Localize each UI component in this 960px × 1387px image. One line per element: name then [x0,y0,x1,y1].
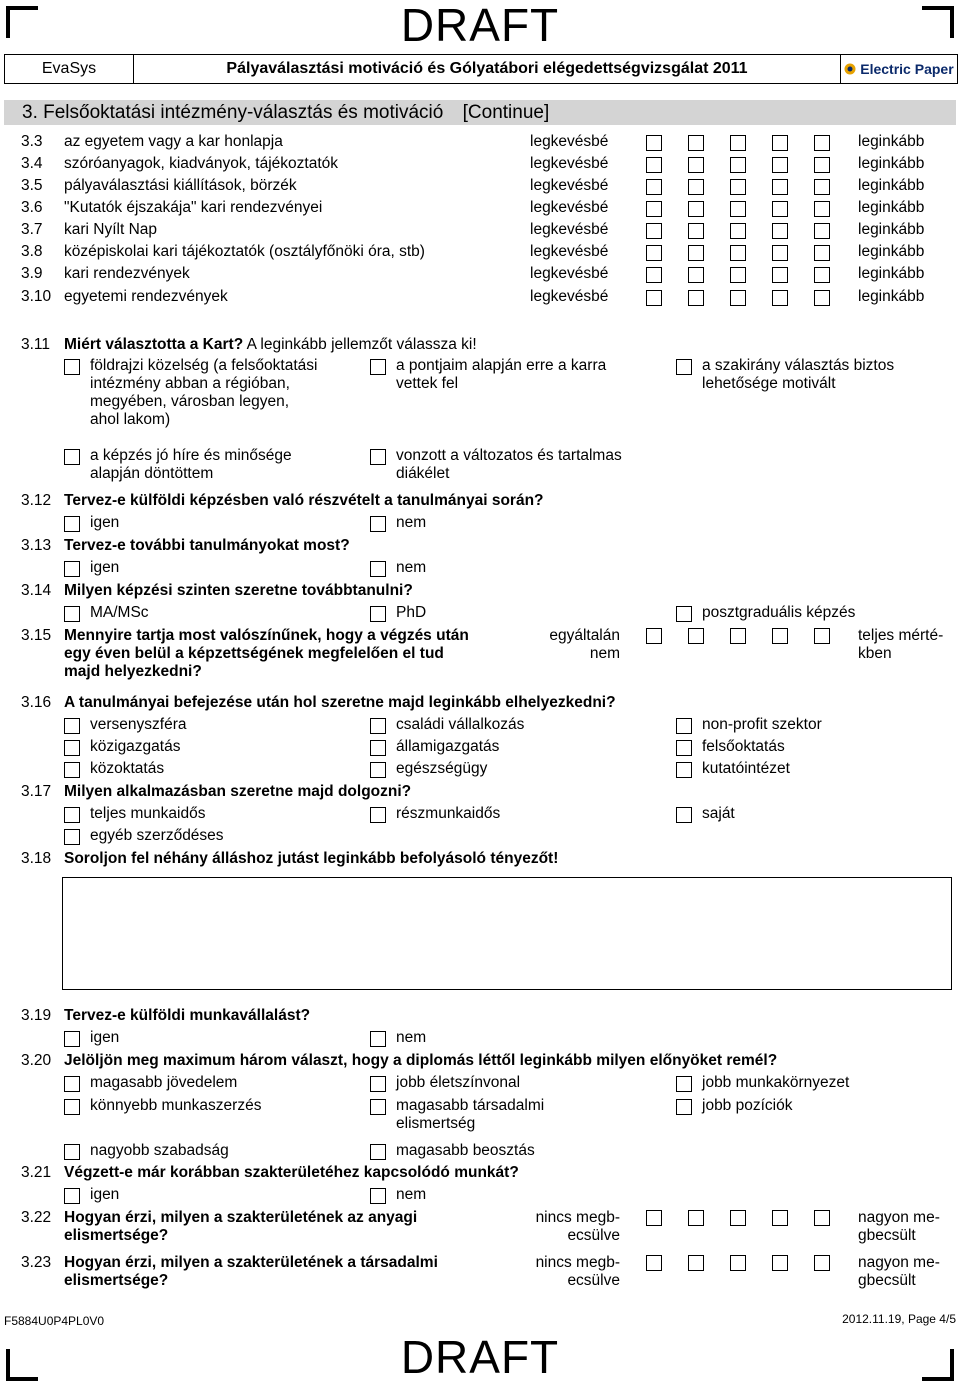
q-number: 3.22 [21,1209,52,1226]
question-hint: A leginkább jellemzőt válassza ki! [243,336,477,353]
option-label: alapján döntöttem [90,465,214,482]
option-label: nem [396,1186,427,1203]
option-checkbox[interactable] [370,762,386,778]
question-text: Végzett-e már korábban szakterületéhez kapcsolódó munkát? [64,1164,519,1181]
scale-checkbox-3[interactable] [730,179,746,195]
option-label: megyében, városban legyen, [90,393,290,410]
question-text: elismertsége? [64,1272,169,1289]
scale-checkbox-3[interactable] [730,157,746,173]
option-checkbox[interactable] [370,516,386,532]
q-number: 3.3 [21,133,43,150]
option-label: PhD [396,604,427,621]
scale-low-label: legkevésbé [530,288,609,305]
q-number: 3.10 [21,288,52,305]
q-number: 3.15 [21,627,52,644]
scale-high-label: leginkább [858,133,925,150]
option-label: nagyobb szabadság [90,1142,229,1159]
question-text: Tervez-e további tanulmányokat most? [64,537,350,554]
scale-high-label: leginkább [858,243,925,260]
option-checkbox[interactable] [370,1031,386,1047]
scale-checkbox-4[interactable] [772,1210,788,1226]
q-number: 3.16 [21,694,52,711]
scale-checkbox-1[interactable] [646,201,662,217]
option-label: magasabb beosztás [396,1142,535,1159]
scale-high-label: leginkább [858,155,925,172]
option-checkbox[interactable] [676,807,692,823]
option-label: közoktatás [90,760,165,777]
scale-checkbox-3[interactable] [730,201,746,217]
scale-checkbox-3[interactable] [730,223,746,239]
benefit-checkbox[interactable] [676,1076,692,1092]
option-checkbox[interactable] [64,762,80,778]
scale-checkbox-1[interactable] [646,290,662,306]
q-number: 3.7 [21,221,43,238]
question-text: A tanulmányai befejezése után hol szeretne majd leginkább elhelyezkedni? [64,694,616,711]
question-text: Milyen alkalmazásban szeretne majd dolgozni? [64,783,412,800]
scale-high-label: leginkább [858,265,925,282]
scale-checkbox-1[interactable] [646,1255,662,1271]
option-label: jobb munkakörnyezet [702,1074,850,1091]
scale-checkbox-2[interactable] [688,179,704,195]
option-label: vonzott a változatos és tartalmas [396,447,622,464]
scale-high-label: gbecsült [858,1227,916,1244]
scale-high-label: leginkább [858,288,925,305]
benefit-checkbox[interactable] [64,1076,80,1092]
form-code: F5884U0P4PL0V0 [4,1314,105,1328]
scale-checkbox-2[interactable] [688,223,704,239]
rating-item-label: kari Nyílt Nap [64,221,158,238]
scale-checkbox-4[interactable] [772,290,788,306]
option-label: nem [396,1029,427,1046]
option-checkbox[interactable] [64,829,80,845]
scale-checkbox-4[interactable] [772,628,788,644]
q-number: 3.23 [21,1254,52,1271]
option-label: könnyebb munkaszerzés [90,1097,262,1114]
scale-checkbox-2[interactable] [688,201,704,217]
rating-item-label: kari rendezvények [64,265,190,282]
scale-checkbox-1[interactable] [646,223,662,239]
question-text: Tervez-e külföldi munkavállalást? [64,1007,311,1024]
option-label: a képzés jó híre és minősége [90,447,292,464]
scale-checkbox-4[interactable] [772,245,788,261]
scale-checkbox-4[interactable] [772,223,788,239]
reason-checkbox[interactable] [676,359,692,375]
option-checkbox[interactable] [370,807,386,823]
scale-checkbox-1[interactable] [646,628,662,644]
rating-item-label: középiskolai kari tájékoztatók (osztályfőnöki óra, stb) [64,243,425,260]
scale-low-label: nincs megb- [535,1254,620,1271]
option-checkbox[interactable] [370,1188,386,1204]
question-text: majd helyezkedni? [64,663,202,680]
scale-checkbox-1[interactable] [646,245,662,261]
scale-low-label: ecsülve [567,1272,620,1289]
option-label: jobb életszínvonal [396,1074,521,1091]
scale-checkbox-5[interactable] [814,157,830,173]
scale-high-label: leginkább [858,199,925,216]
scale-checkbox-2[interactable] [688,157,704,173]
option-checkbox[interactable] [370,561,386,577]
option-label: MA/MSc [90,604,149,621]
benefit-checkbox[interactable] [370,1144,386,1160]
option-checkbox[interactable] [64,1188,80,1204]
option-label: nem [396,559,427,576]
option-label: teljes munkaidős [90,805,206,822]
scale-checkbox-5[interactable] [814,245,830,261]
scale-checkbox-4[interactable] [772,135,788,151]
option-label: ahol lakom) [90,411,171,428]
scale-checkbox-4[interactable] [772,157,788,173]
q-number: 3.21 [21,1164,52,1181]
option-label: igen [90,1029,120,1046]
option-checkbox[interactable] [676,740,692,756]
option-label: elismertség [396,1115,476,1132]
scale-checkbox-4[interactable] [772,267,788,283]
option-label: részmunkaidős [396,805,501,822]
scale-high-label: nagyon me- [858,1254,940,1271]
scale-checkbox-1[interactable] [646,1210,662,1226]
scale-high-label: gbecsült [858,1272,916,1289]
scale-low-label: egyáltalán [549,627,620,644]
q-number: 3.19 [21,1007,52,1024]
option-checkbox[interactable] [676,762,692,778]
scale-checkbox-3[interactable] [730,267,746,283]
q-number: 3.4 [21,155,43,172]
rating-item-label: az egyetem vagy a kar honlapja [64,133,283,150]
scale-low-label: legkevésbé [530,221,609,238]
option-label: egyéb szerződéses [90,827,224,844]
question-text: Milyen képzési szinten szeretne továbbtanulni? [64,582,413,599]
scale-checkbox-5[interactable] [814,267,830,283]
scale-checkbox-5[interactable] [814,135,830,151]
brand-name: EvaSys [5,55,134,83]
option-checkbox[interactable] [64,1031,80,1047]
rating-item-label: "Kutatók éjszakája" kari rendezvényei [64,199,323,216]
scale-checkbox-3[interactable] [730,245,746,261]
scale-low-label: nem [589,645,620,662]
scale-checkbox-2[interactable] [688,1255,704,1271]
benefit-checkbox[interactable] [370,1099,386,1115]
reason-checkbox[interactable] [370,359,386,375]
scale-checkbox-5[interactable] [814,1210,830,1226]
scale-checkbox-1[interactable] [646,135,662,151]
option-label: a pontjaim alapján erre a karra [396,357,607,374]
scale-checkbox-4[interactable] [772,1255,788,1271]
scale-checkbox-2[interactable] [688,135,704,151]
benefit-checkbox[interactable] [64,1099,80,1115]
option-label: nem [396,514,427,531]
option-label: non-profit szektor [702,716,822,733]
benefit-checkbox[interactable] [64,1144,80,1160]
option-label: felsőoktatás [702,738,785,755]
option-label: magasabb társadalmi [396,1097,545,1114]
scale-checkbox-1[interactable] [646,179,662,195]
draft-watermark-bottom: DRAFT [400,1331,560,1383]
q-number: 3.8 [21,243,43,260]
option-label: posztgraduális képzés [702,604,856,621]
q-number: 3.17 [21,783,52,800]
scale-high-label: leginkább [858,221,925,238]
q311-question [64,336,477,354]
scale-high-label: kben [858,645,892,662]
scale-checkbox-2[interactable] [688,628,704,644]
option-checkbox[interactable] [370,718,386,734]
scale-checkbox-2[interactable] [688,1210,704,1226]
scale-low-label: nincs megb- [535,1209,620,1226]
page-header [4,54,958,84]
q-number: 3.13 [21,537,52,554]
scale-low-label: legkevésbé [530,177,609,194]
scale-checkbox-2[interactable] [688,245,704,261]
scale-checkbox-4[interactable] [772,179,788,195]
option-label: igen [90,1186,120,1203]
question-text: Miért választotta a Kart? [64,336,244,353]
option-checkbox[interactable] [676,718,692,734]
q-number: 3.18 [21,850,52,867]
q-number: 3.6 [21,199,43,216]
scale-low-label: legkevésbé [530,265,609,282]
page-info: 2012.11.19, Page 4/5 [842,1312,956,1326]
option-label: igen [90,514,120,531]
scale-checkbox-4[interactable] [772,201,788,217]
option-checkbox[interactable] [676,606,692,622]
option-label: versenyszféra [90,716,187,733]
question-text: Soroljon fel néhány álláshoz jutást leginkább befolyásoló tényezőt! [64,850,559,867]
scale-low-label: ecsülve [567,1227,620,1244]
scale-checkbox-5[interactable] [814,1255,830,1271]
scale-checkbox-1[interactable] [646,267,662,283]
option-checkbox[interactable] [64,516,80,532]
option-label: igen [90,559,120,576]
scale-checkbox-2[interactable] [688,290,704,306]
scale-checkbox-3[interactable] [730,628,746,644]
option-label: magasabb jövedelem [90,1074,238,1091]
section-title: 3. Felsőoktatási intézmény-választás és motiváció [22,102,444,123]
scale-checkbox-5[interactable] [814,628,830,644]
scale-checkbox-3[interactable] [730,1255,746,1271]
option-label: saját [702,805,735,822]
section-continue: [Continue] [462,102,550,123]
option-label: vettek fel [396,375,459,392]
q-number: 3.9 [21,265,43,282]
option-checkbox[interactable] [370,740,386,756]
scale-checkbox-5[interactable] [814,290,830,306]
scale-checkbox-5[interactable] [814,179,830,195]
scale-checkbox-3[interactable] [730,135,746,151]
benefit-checkbox[interactable] [370,1076,386,1092]
option-checkbox[interactable] [64,807,80,823]
open-answer-field[interactable] [62,877,952,990]
question-text: elismertsége? [64,1227,169,1244]
reason-checkbox[interactable] [64,359,80,375]
scale-low-label: legkevésbé [530,155,609,172]
reason-checkbox[interactable] [370,449,386,465]
option-label: a szakirány választás biztos [702,357,895,374]
q-number: 3.12 [21,492,52,509]
option-checkbox[interactable] [64,561,80,577]
scale-checkbox-5[interactable] [814,223,830,239]
draft-watermark-top: DRAFT [400,0,560,51]
vendor-logo [841,55,957,83]
scale-checkbox-3[interactable] [730,290,746,306]
reason-checkbox[interactable] [64,449,80,465]
scale-checkbox-5[interactable] [814,201,830,217]
option-label: lehetősége motivált [702,375,836,392]
option-label: államigazgatás [396,738,500,755]
vendor-name: Electric Paper [860,61,954,77]
option-checkbox[interactable] [370,606,386,622]
scale-low-label: legkevésbé [530,243,609,260]
scale-high-label: nagyon me- [858,1209,940,1226]
option-label: közigazgatás [90,738,181,755]
option-label: intézmény abban a régióban, [90,375,290,392]
scale-high-label: leginkább [858,177,925,194]
scale-checkbox-1[interactable] [646,157,662,173]
question-text: Hogyan érzi, milyen a szakterületének az anyagi [64,1209,418,1226]
option-checkbox[interactable] [64,606,80,622]
question-text: Jelöljön meg maximum három választ, hogy a diplomás léttől leginkább milyen előnyöket remél? [64,1052,778,1069]
q-number: 3.14 [21,582,52,599]
section-header [4,100,956,125]
option-label: családi vállalkozás [396,716,525,733]
scale-high-label: teljes mérté- [858,627,944,644]
scale-low-label: legkevésbé [530,133,609,150]
benefit-checkbox[interactable] [676,1099,692,1115]
scale-low-label: legkevésbé [530,199,609,216]
question-text: Mennyire tartja most valószínűnek, hogy a végzés után [64,627,469,644]
rating-item-label: pályaválasztási kiállítások, börzék [64,177,297,194]
scale-checkbox-3[interactable] [730,1210,746,1226]
option-checkbox[interactable] [64,718,80,734]
rating-item-label: szóróanyagok, kiadványok, tájékoztatók [64,155,338,172]
rating-item-label: egyetemi rendezvények [64,288,228,305]
option-label: diákélet [396,465,450,482]
option-label: kutatóintézet [702,760,790,777]
q-number: 3.5 [21,177,43,194]
option-checkbox[interactable] [64,740,80,756]
question-text: Hogyan érzi, milyen a szakterületének a társadalmi [64,1254,438,1271]
q-number: 3.11 [21,336,51,353]
option-label: egészségügy [396,760,488,777]
question-text: egy éven belül a képzettségének megfelelően el tud [64,645,444,662]
electric-paper-logo-icon [844,63,856,75]
option-label: jobb pozíciók [702,1097,793,1114]
survey-title: Pályaválasztási motiváció és Gólyatábori elégedettségvizsgálat 2011 [134,55,841,83]
option-label: földrajzi közelség (a felsőoktatási [90,357,318,374]
q-number: 3.20 [21,1052,52,1069]
question-text: Tervez-e külföldi képzésben való részvételt a tanulmányai során? [64,492,544,509]
scale-checkbox-2[interactable] [688,267,704,283]
